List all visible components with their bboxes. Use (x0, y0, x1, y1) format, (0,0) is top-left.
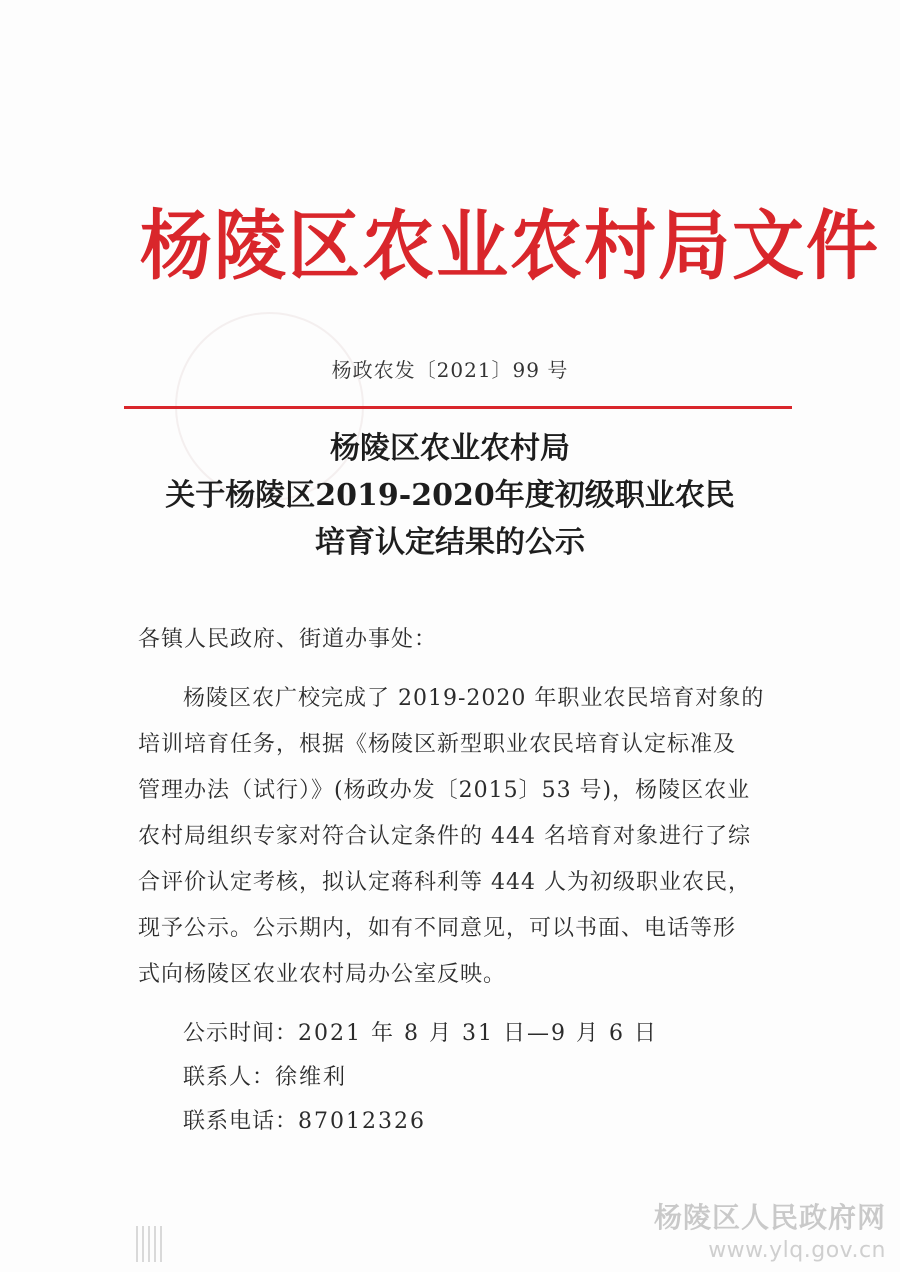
publicity-period (183, 1016, 658, 1047)
watermark-site-name: 杨陵区人民政府网 (653, 1201, 886, 1234)
paragraph-line: 管理办法（试行）》(杨政办发〔2015〕53 号)，杨陵区农业 (138, 778, 751, 803)
document-number: 杨政农发〔2021〕99 号 (331, 358, 569, 382)
title-line-1: 杨陵区农业农村局 (330, 431, 570, 466)
title-line-3: 培育认定结果的公示 (315, 525, 585, 560)
document-title (0, 425, 900, 566)
scan-artifact (136, 1226, 166, 1262)
contact-person-label: 联系人： (183, 1065, 276, 1090)
contact-phone (183, 1104, 426, 1135)
watermark-url: www.ylq.gov.cn (708, 1238, 886, 1263)
body-paragraph (138, 676, 770, 998)
publicity-period-value: 2021 年 8 月 31 日—9 月 6 日 (298, 1021, 658, 1046)
contact-person (183, 1060, 347, 1091)
paragraph-line: 式向杨陵区农业农村局办公室反映。 (138, 962, 507, 987)
site-watermark (654, 1196, 886, 1263)
paragraph-line: 杨陵区农广校完成了 2019-2020 年职业农民培育对象的 (183, 686, 765, 711)
paragraph-line: 现予公示。公示期内，如有不同意见，可以书面、电话等形 (138, 916, 737, 941)
title-line-2: 关于杨陵区2019-2020年度初级职业农民 (165, 478, 735, 513)
header-red-divider (124, 406, 792, 409)
issuing-organization-header: 杨陵区农业农村局文件 (140, 201, 881, 290)
contact-person-value: 徐维利 (275, 1065, 348, 1090)
salutation: 各镇人民政府、街道办事处： (138, 627, 438, 652)
contact-phone-value: 87012326 (298, 1109, 426, 1134)
paragraph-line: 农村局组织专家对符合认定条件的 444 名培育对象进行了综 (138, 824, 751, 849)
paragraph-line: 合评价认定考核，拟认定蒋科利等 444 人为初级职业农民， (138, 870, 751, 895)
paragraph-line: 培训培育任务，根据《杨陵区新型职业农民培育认定标准及 (138, 732, 737, 757)
contact-phone-label: 联系电话： (183, 1109, 299, 1134)
publicity-period-label: 公示时间： (183, 1021, 299, 1046)
